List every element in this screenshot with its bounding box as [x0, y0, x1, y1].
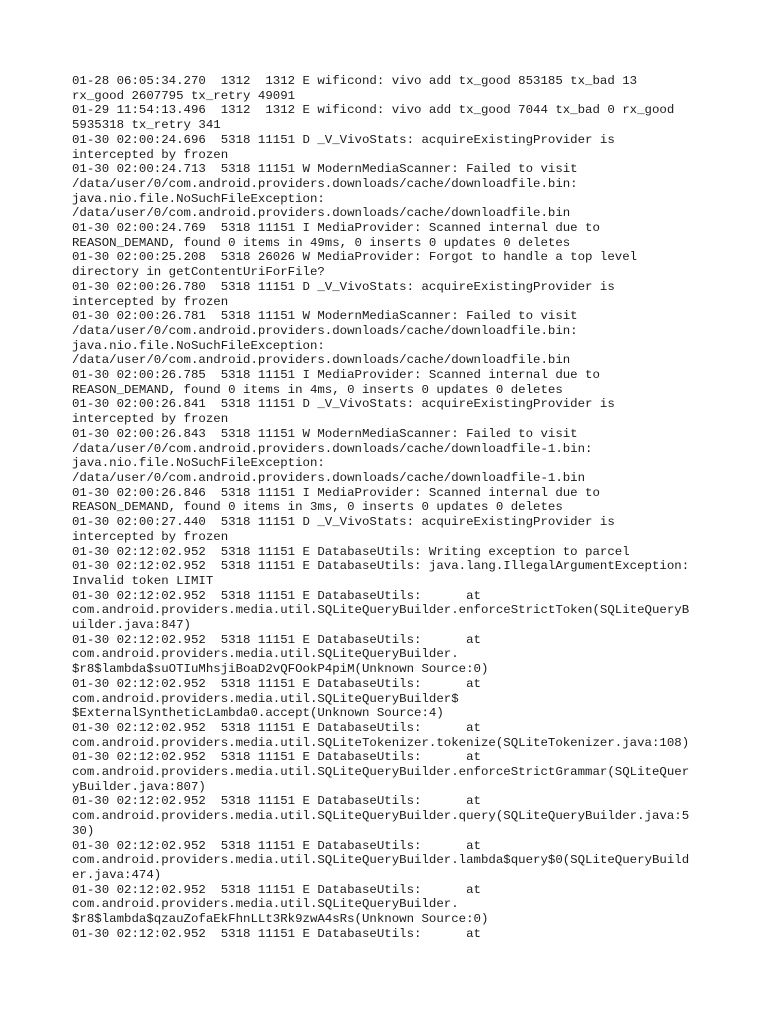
log-line: 01-29 11:54:13.496 1312 1312 E wificond: vivo add tx_good 7044 tx_bad 0 rx_good — [72, 103, 675, 118]
log-line: intercepted by frozen — [72, 147, 229, 162]
log-line: com.android.providers.media.util.SQLiteQueryBuilder.lambda$query$0(SQLiteQueryBuild — [72, 853, 690, 868]
log-line: $r8$lambda$qzauZofaEkFhnLLt3Rk9zwA4sRs(Unknown Source:0) — [72, 912, 489, 927]
log-line: 01-30 02:12:02.952 5318 11151 E DatabaseUtils: Writing exception to parcel — [72, 544, 630, 559]
log-line: Invalid token LIMIT — [72, 573, 214, 588]
log-line: uilder.java:847) — [72, 618, 191, 633]
log-line: 01-30 02:00:26.780 5318 11151 D _V_VivoStats: acquireExistingProvider is — [72, 279, 615, 294]
log-line: 01-30 02:12:02.952 5318 11151 E DatabaseUtils: at — [72, 588, 481, 603]
log-line: 01-30 02:12:02.952 5318 11151 E DatabaseUtils: at — [72, 676, 481, 691]
log-line: 01-30 02:00:26.841 5318 11151 D _V_VivoStats: acquireExistingProvider is — [72, 397, 615, 412]
log-line: com.android.providers.media.util.SQLiteQueryBuilder.enforceStrictGrammar(SQLiteQuer — [72, 765, 690, 780]
log-line: 01-30 02:00:26.843 5318 11151 W ModernMediaScanner: Failed to visit — [72, 426, 578, 441]
log-line: 01-30 02:12:02.952 5318 11151 E DatabaseUtils: at — [72, 838, 481, 853]
log-line: com.android.providers.media.util.SQLiteTokenizer.tokenize(SQLiteTokenizer.java:108) — [72, 735, 690, 750]
log-line: 01-30 02:00:26.846 5318 11151 I MediaProvider: Scanned internal due to — [72, 485, 600, 500]
log-line: 30) — [72, 823, 95, 838]
log-line: $r8$lambda$suOTIuMhsjiBoaD2vQFOokP4piM(Unknown Source:0) — [72, 662, 489, 677]
log-line: java.nio.file.NoSuchFileException: — [72, 191, 325, 206]
log-line: 5935318 tx_retry 341 — [72, 118, 221, 133]
log-line: 01-30 02:00:24.769 5318 11151 I MediaProvider: Scanned internal due to — [72, 221, 600, 236]
log-line: java.nio.file.NoSuchFileException: — [72, 338, 325, 353]
log-line: 01-30 02:00:24.713 5318 11151 W ModernMediaScanner: Failed to visit — [72, 162, 578, 177]
log-line: 01-30 02:00:24.696 5318 11151 D _V_VivoStats: acquireExistingProvider is — [72, 132, 615, 147]
log-line: com.android.providers.media.util.SQLiteQueryBuilder.enforceStrictToken(SQLiteQueryB — [72, 603, 690, 618]
log-line: $ExternalSyntheticLambda0.accept(Unknown Source:4) — [72, 706, 444, 721]
log-text-body — [72, 74, 702, 941]
log-line: 01-30 02:12:02.952 5318 11151 E DatabaseUtils: at — [72, 882, 481, 897]
log-line: /data/user/0/com.android.providers.downloads/cache/downloadfile.bin — [72, 353, 571, 368]
log-line: REASON_DEMAND, found 0 items in 3ms, 0 inserts 0 updates 0 deletes — [72, 500, 563, 515]
log-line: 01-30 02:12:02.952 5318 11151 E DatabaseUtils: at — [72, 794, 481, 809]
log-line: 01-28 06:05:34.270 1312 1312 E wificond: vivo add tx_good 853185 tx_bad 13 — [72, 74, 638, 88]
log-line: 01-30 02:00:26.781 5318 11151 W ModernMediaScanner: Failed to visit — [72, 309, 578, 324]
log-line: /data/user/0/com.android.providers.downloads/cache/downloadfile-1.bin — [72, 470, 586, 485]
log-line: 01-30 02:12:02.952 5318 11151 E DatabaseUtils: java.lang.IllegalArgumentException: — [72, 559, 690, 574]
log-line: com.android.providers.media.util.SQLiteQueryBuilder$ — [72, 691, 459, 706]
log-line: intercepted by frozen — [72, 412, 229, 427]
log-line: 01-30 02:12:02.952 5318 11151 E DatabaseUtils: at — [72, 750, 481, 765]
log-line: 01-30 02:00:25.208 5318 26026 W MediaProvider: Forgot to handle a top level — [72, 250, 638, 265]
log-line: 01-30 02:00:27.440 5318 11151 D _V_VivoStats: acquireExistingProvider is — [72, 515, 615, 530]
log-line: directory in getContentUriForFile? — [72, 265, 325, 280]
log-line: com.android.providers.media.util.SQLiteQueryBuilder. — [72, 647, 459, 662]
log-line: rx_good 2607795 tx_retry 49091 — [72, 88, 296, 103]
log-line: er.java:474) — [72, 867, 162, 882]
log-line: /data/user/0/com.android.providers.downloads/cache/downloadfile.bin: — [72, 176, 578, 191]
log-line: java.nio.file.NoSuchFileException: — [72, 456, 325, 471]
log-line: 01-30 02:12:02.952 5318 11151 E DatabaseUtils: at — [72, 632, 481, 647]
log-line: intercepted by frozen — [72, 529, 229, 544]
log-line: 01-30 02:12:02.952 5318 11151 E DatabaseUtils: at — [72, 720, 481, 735]
log-line: /data/user/0/com.android.providers.downloads/cache/downloadfile.bin: — [72, 323, 578, 338]
log-line: 01-30 02:12:02.952 5318 11151 E DatabaseUtils: at — [72, 926, 481, 941]
log-line: intercepted by frozen — [72, 294, 229, 309]
log-line: /data/user/0/com.android.providers.downloads/cache/downloadfile-1.bin: — [72, 441, 593, 456]
log-line: yBuilder.java:807) — [72, 779, 206, 794]
log-line: REASON_DEMAND, found 0 items in 49ms, 0 inserts 0 updates 0 deletes — [72, 235, 571, 250]
log-line: com.android.providers.media.util.SQLiteQueryBuilder.query(SQLiteQueryBuilder.java:5 — [72, 809, 690, 824]
log-line: /data/user/0/com.android.providers.downloads/cache/downloadfile.bin — [72, 206, 571, 221]
log-line: 01-30 02:00:26.785 5318 11151 I MediaProvider: Scanned internal due to — [72, 368, 600, 383]
log-line: REASON_DEMAND, found 0 items in 4ms, 0 inserts 0 updates 0 deletes — [72, 382, 563, 397]
log-line: com.android.providers.media.util.SQLiteQueryBuilder. — [72, 897, 459, 912]
